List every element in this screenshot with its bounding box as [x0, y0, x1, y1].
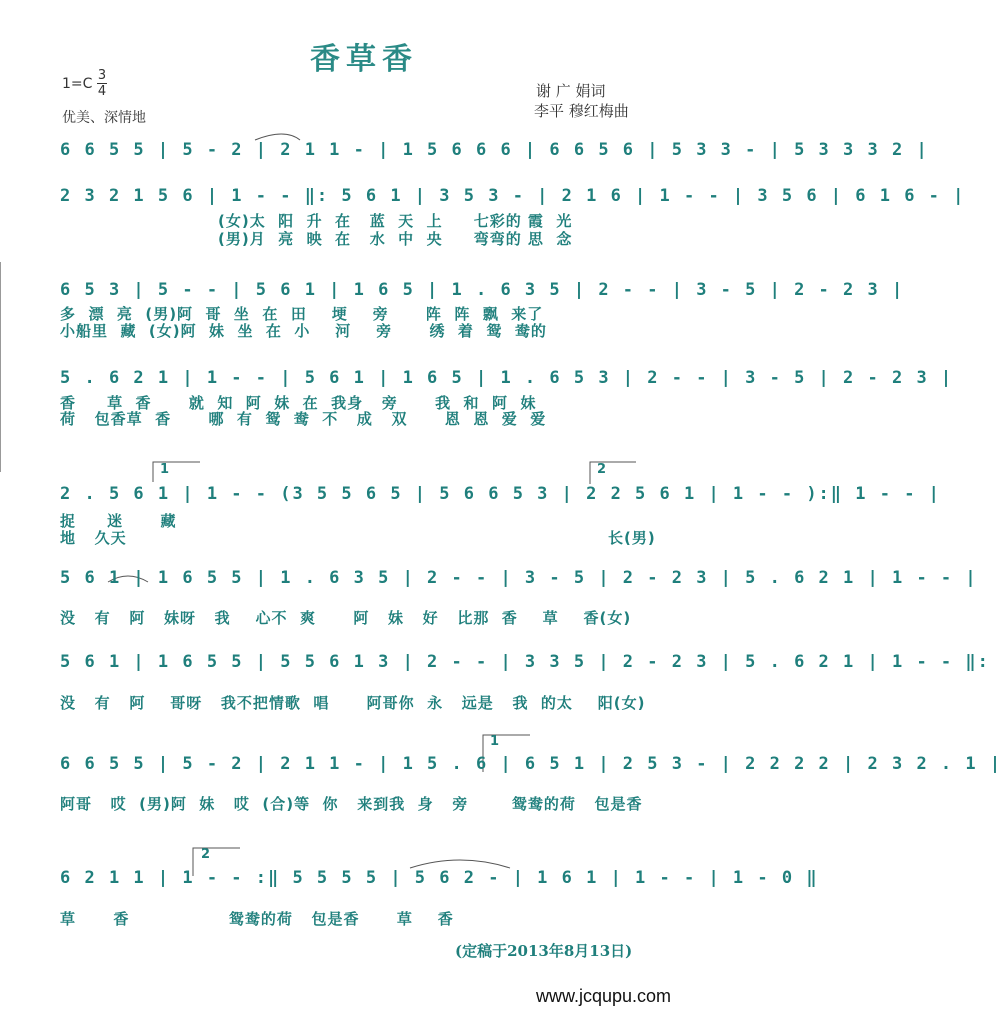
time-top: 3 — [97, 68, 107, 83]
volta-number-3: 1 — [490, 734, 501, 749]
lyric-line-2b: (男)月 亮 映 在 水 中 央 弯弯的 思 念 — [218, 230, 573, 248]
music-line-9: 6 2 1 1 | 1 - - :‖ 5 5 5 5 | 5 6 2 - | 1 6 1 | 1 - - | 1 - 0 ‖ — [60, 868, 819, 888]
music-line-2: 2 3 2 1 5 6 | 1 - - ‖: 5 6 1 | 3 5 3 - | 2 1 6 | 1 - - | 3 5 6 | 6 1 6 - | — [60, 186, 966, 206]
lyric-line-3a: 多 漂 亮 (男)阿 哥 坐 在 田 埂 旁 阵 阵 飘 来了 — [60, 305, 544, 323]
lyric-line-5c: 长(男) — [608, 529, 656, 547]
music-line-4: 5 . 6 2 1 | 1 - - | 5 6 1 | 1 6 5 | 1 . 6 5 3 | 2 - - | 3 - 5 | 2 - 2 3 | — [60, 368, 954, 388]
tempo-mood: 优美、深情地 — [62, 110, 146, 126]
time-bottom: 4 — [97, 84, 107, 99]
music-line-5: 2 . 5 6 1 | 1 - - (3 5 5 6 5 | 5 6 6 5 3 | 2 2 5 6 1 | 1 - - ):‖ 1 - - | — [60, 484, 941, 504]
music-line-7: 5 6 1 | 1 6 5 5 | 5 5 6 1 3 | 2 - - | 3 3 5 | 2 - 2 3 | 5 . 6 2 1 | 1 - - ‖: — [60, 652, 990, 672]
lyric-line-8: 阿哥 哎 (男)阿 妹 哎 (合)等 你 来到我 身 旁 鸳鸯的荷 包是香 — [60, 795, 643, 813]
lyric-line-6: 没 有 阿 妹呀 我 心不 爽 阿 妹 好 比那 香 草 香(女) — [60, 609, 632, 627]
lyric-line-2a: (女)太 阳 升 在 蓝 天 上 七彩的 霞 光 — [218, 212, 573, 230]
key-signature: 1=C — [62, 76, 93, 92]
volta-number-2: 2 — [597, 462, 608, 477]
lyric-line-4a: 香 草 香 就 知 阿 妹 在 我身 旁 我 和 阿 妹 — [60, 394, 537, 412]
composer-credit: 李平 穆红梅曲 — [534, 102, 629, 120]
music-line-1: 6 6 5 5 | 5 - 2 | 2 1 1 - | 1 5 6 6 6 | 6 6 5 6 | 5 3 3 - | 5 3 3 3 2 | — [60, 140, 929, 160]
lyric-line-9: 草 香 鸳鸯的荷 包是香 草 香 — [60, 910, 454, 928]
finalized-date: (定稿于2013年8月13日) — [455, 942, 633, 960]
lyric-line-5b: 地 久天 — [60, 529, 127, 547]
volta-number-4: 2 — [201, 847, 212, 862]
website-watermark: www.jcqupu.com — [536, 986, 672, 1006]
lyric-line-7: 没 有 阿 哥呀 我不把情歌 唱 阿哥你 永 远是 我 的太 阳(女) — [60, 694, 646, 712]
lyricist-credit: 谢 广 娟词 — [536, 82, 606, 100]
lyric-line-3b: 小船里 藏 (女)阿 妹 坐 在 小 河 旁 绣 着 鸳 鸯的 — [60, 322, 547, 340]
music-line-6: 5 6 1 | 1 6 5 5 | 1 . 6 3 5 | 2 - - | 3 - 5 | 2 - 2 3 | 5 . 6 2 1 | 1 - - | — [60, 568, 978, 588]
music-line-3: 6 5 3 | 5 - - | 5 6 1 | 1 6 5 | 1 . 6 3 5 | 2 - - | 3 - 5 | 2 - 2 3 | — [60, 280, 905, 300]
lyric-line-4b: 荷 包香草 香 哪 有 鸳 鸯 不 成 双 恩 恩 爱 爱 — [60, 410, 547, 428]
lyric-line-5a: 捉 迷 藏 — [60, 512, 177, 530]
music-line-8: 6 6 5 5 | 5 - 2 | 2 1 1 - | 1 5 . 6 | 6 5 1 | 2 5 3 - | 2 2 2 2 | 2 3 2 . 1 | — [60, 754, 1002, 774]
tie-arc-3 — [410, 860, 510, 868]
song-title: 香草香 — [310, 42, 418, 77]
volta-number-1: 1 — [160, 462, 171, 477]
